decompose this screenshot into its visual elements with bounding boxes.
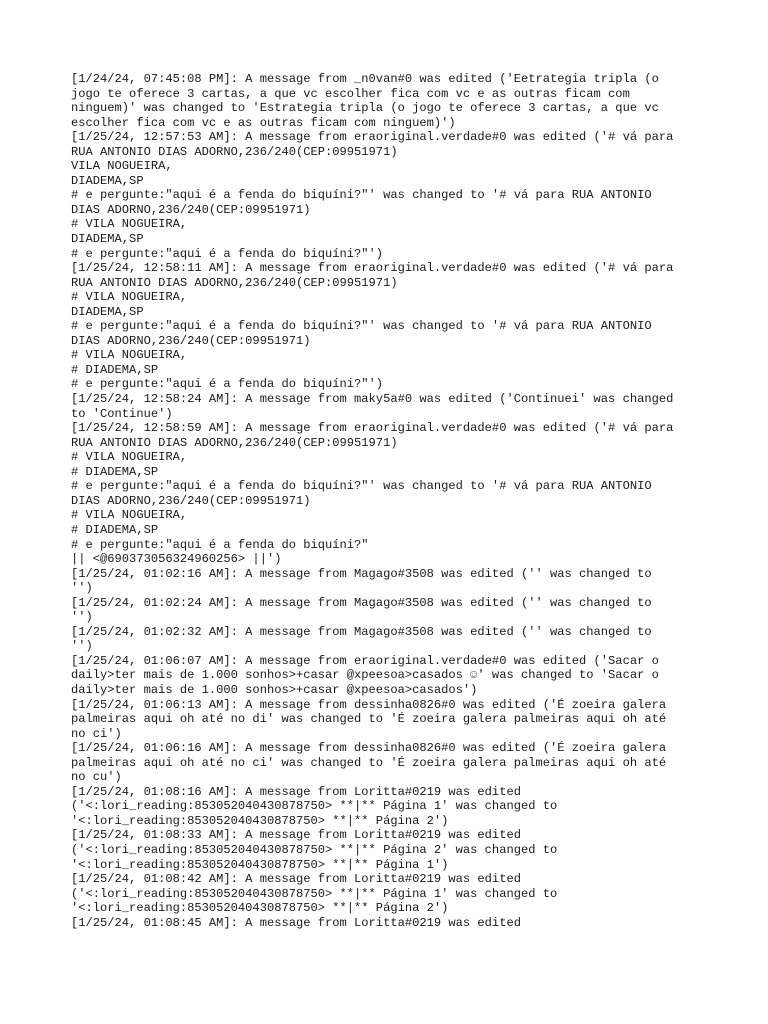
log-line: ('<:lori_reading:853052040430878750> **|** Página 1' was changed to [71,886,558,901]
log-line: '<:lori_reading:853052040430878750> **|** Página 2') [71,901,449,916]
log-line: [1/25/24, 01:08:45 AM]: A message from Loritta#0219 was edited [71,915,521,930]
log-line: # e pergunte:"aqui é a fenda do biquíni?"') [71,246,384,261]
log-line: # VILA NOGUEIRA, [71,217,188,232]
log-line: '') [71,581,93,596]
log-line: # e pergunte:"aqui é a fenda do biquíni?" [71,537,369,552]
log-line: ('<:lori_reading:853052040430878750> **|** Página 2' was changed to [71,842,558,857]
log-line: # e pergunte:"aqui é a fenda do biquíni?"') [71,377,384,392]
log-line: to 'Continue') [71,406,173,421]
log-line: [1/24/24, 07:45:08 PM]: A message from _n0van#0 was edited ('Eetrategia tripla (o [71,72,659,86]
log-line: RUA ANTONIO DIAS ADORNO,236/240(CEP:09951971) [71,435,398,450]
log-line: DIADEMA,SP [71,232,144,247]
log-line: [1/25/24, 12:58:24 AM]: A message from maky5a#0 was edited ('Continuei' was changed [71,392,674,407]
log-line: daily>ter mais de 1.000 sonhos>+casar @xpeesoa>casados ☺' was changed to 'Sacar o [71,668,659,683]
log-line: # e pergunte:"aqui é a fenda do biquíni?"' was changed to '# vá para RUA ANTONIO [71,319,652,334]
log-line: # DIADEMA,SP [71,522,159,537]
log-line: # DIADEMA,SP [71,362,159,377]
log-line: [1/25/24, 12:58:11 AM]: A message from eraoriginal.verdade#0 was edited ('# vá para [71,261,674,276]
log-line: [1/25/24, 01:08:16 AM]: A message from Loritta#0219 was edited [71,784,521,799]
log-line: [1/25/24, 12:58:59 AM]: A message from eraoriginal.verdade#0 was edited ('# vá para [71,421,674,436]
log-line: # DIADEMA,SP [71,464,159,479]
log-line: [1/25/24, 01:08:33 AM]: A message from Loritta#0219 was edited [71,828,521,843]
log-line: no cu') [71,770,122,785]
log-line: [1/25/24, 01:06:07 AM]: A message from eraoriginal.verdade#0 was edited ('Sacar o [71,653,659,668]
log-line: [1/25/24, 01:08:42 AM]: A message from Loritta#0219 was edited [71,872,521,887]
chat-log-text [71,72,711,930]
log-line: # VILA NOGUEIRA, [71,290,188,305]
log-line: ninguem)' was changed to 'Estrategia tripla (o jogo te oferece 3 cartas, a que vc [71,101,659,116]
log-line: '<:lori_reading:853052040430878750> **|** Página 2') [71,813,449,828]
log-line: # e pergunte:"aqui é a fenda do biquíni?"' was changed to '# vá para RUA ANTONIO [71,188,652,203]
log-line: '') [71,610,93,625]
log-line: DIADEMA,SP [71,304,144,319]
log-line: [1/25/24, 01:02:24 AM]: A message from Magago#3508 was edited ('' was changed to [71,595,652,610]
log-line: DIAS ADORNO,236/240(CEP:09951971) [71,202,311,217]
log-line: # VILA NOGUEIRA, [71,450,188,465]
log-line: # VILA NOGUEIRA, [71,348,188,363]
log-line: ('<:lori_reading:853052040430878750> **|** Página 1' was changed to [71,799,558,814]
log-line: '<:lori_reading:853052040430878750> **|** Página 1') [71,857,449,872]
log-line: # e pergunte:"aqui é a fenda do biquíni?"' was changed to '# vá para RUA ANTONIO [71,479,652,494]
log-line: '') [71,639,93,654]
log-line: DIAS ADORNO,236/240(CEP:09951971) [71,493,311,508]
log-line: [1/25/24, 01:06:16 AM]: A message from dessinha0826#0 was edited ('É zoeira galera [71,741,667,756]
log-line: [1/25/24, 01:06:13 AM]: A message from dessinha0826#0 was edited ('É zoeira galera [71,697,667,712]
log-line: escolher fica com vc e as outras ficam com ninguem)') [71,115,456,130]
log-line: RUA ANTONIO DIAS ADORNO,236/240(CEP:09951971) [71,275,398,290]
log-line: [1/25/24, 12:57:53 AM]: A message from eraoriginal.verdade#0 was edited ('# vá para [71,130,674,145]
log-line: no ci') [71,726,122,741]
log-line: [1/25/24, 01:02:32 AM]: A message from Magago#3508 was edited ('' was changed to [71,624,652,639]
log-line: RUA ANTONIO DIAS ADORNO,236/240(CEP:09951971) [71,144,398,159]
log-line: daily>ter mais de 1.000 sonhos>+casar @xpeesoa>casados') [71,682,478,697]
log-line: [1/25/24, 01:02:16 AM]: A message from Magago#3508 was edited ('' was changed to [71,566,652,581]
log-line: DIAS ADORNO,236/240(CEP:09951971) [71,333,311,348]
log-line: jogo te oferece 3 cartas, a que vc escolher fica com vc e as outras ficam com [71,86,630,101]
log-line: palmeiras aqui oh até no di' was changed to 'É zoeira galera palmeiras aqui oh até [71,712,667,727]
log-line: palmeiras aqui oh até no ci' was changed to 'É zoeira galera palmeiras aqui oh até [71,755,667,770]
log-line: # VILA NOGUEIRA, [71,508,188,523]
log-line: VILA NOGUEIRA, [71,159,173,174]
log-line: || <@690373056324960256> ||') [71,552,282,567]
log-line: DIADEMA,SP [71,173,144,188]
